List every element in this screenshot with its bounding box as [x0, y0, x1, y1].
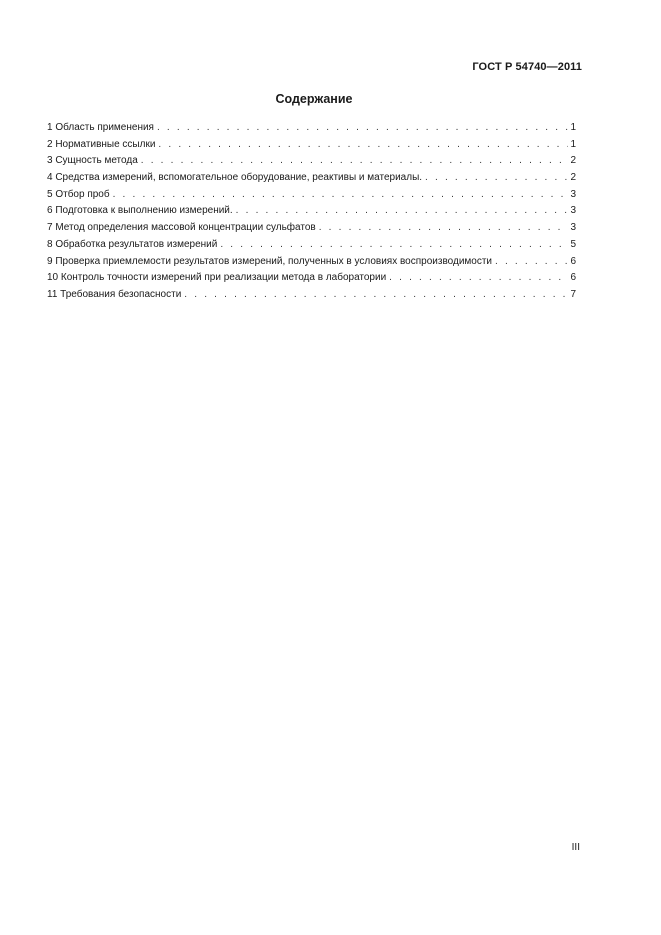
- toc-leader-dots: [157, 120, 568, 137]
- toc-item-label: 9 Проверка приемлемости результатов измерений, полученных в условиях воспроизводимости: [47, 255, 493, 267]
- toc-item-page: 3: [570, 222, 576, 234]
- toc-item-label: 3 Сущность метода: [47, 155, 138, 167]
- toc-item[interactable]: [47, 120, 576, 137]
- toc-item-label: 7 Метод определения массовой концентрации сульфатов: [47, 222, 316, 234]
- toc-item-page: 1: [570, 138, 576, 150]
- toc-item-label: 10 Контроль точности измерений при реализации метода в лаборатории: [47, 272, 387, 284]
- toc-item-label: 6 Подготовка к выполнению измерений.: [47, 205, 233, 217]
- toc-leader-dots: [158, 137, 568, 154]
- toc-item[interactable]: [47, 237, 576, 254]
- toc-leader-dots: [236, 203, 569, 220]
- toc-leader-dots: [184, 287, 568, 304]
- toc-item[interactable]: [47, 187, 576, 204]
- toc-item-label: 8 Обработка результатов измерений: [47, 238, 218, 250]
- toc-item-label: 5 Отбор проб: [47, 188, 110, 200]
- toc-item[interactable]: [47, 287, 576, 304]
- toc-item[interactable]: [47, 220, 576, 237]
- toc-title: Содержание: [275, 92, 353, 106]
- toc-item-page: 3: [570, 188, 576, 200]
- toc-item-page: 3: [570, 205, 576, 217]
- toc-item[interactable]: [47, 153, 576, 170]
- toc-item-page: 6: [570, 272, 576, 284]
- toc-item[interactable]: [47, 203, 576, 220]
- toc-item-label: 4 Средства измерений, вспомогательное оборудование, реактивы и материалы.: [47, 172, 423, 184]
- page-number: III: [571, 842, 580, 853]
- toc-item-page: 1: [570, 122, 576, 133]
- toc-item-page: 7: [570, 288, 576, 300]
- toc-item-page: 5: [570, 238, 576, 250]
- toc-leader-dots: [425, 170, 568, 187]
- toc-item-label: 11 Требования безопасности: [47, 288, 182, 300]
- toc-item[interactable]: [47, 254, 576, 271]
- document-code: ГОСТ Р 54740—2011: [472, 61, 582, 73]
- table-of-contents: [47, 120, 576, 304]
- toc-item-page: 2: [570, 172, 576, 184]
- toc-leader-dots: [141, 153, 569, 170]
- toc-leader-dots: [319, 220, 569, 237]
- toc-item-label: 1 Область применения: [47, 122, 154, 133]
- toc-leader-dots: [113, 187, 569, 204]
- toc-item-page: 6: [570, 255, 576, 267]
- toc-item[interactable]: [47, 170, 576, 187]
- toc-item[interactable]: [47, 270, 576, 287]
- toc-item-label: 2 Нормативные ссылки: [47, 138, 156, 150]
- toc-item-page: 2: [570, 155, 576, 167]
- toc-leader-dots: [389, 270, 568, 287]
- toc-item[interactable]: [47, 137, 576, 154]
- toc-leader-dots: [220, 237, 568, 254]
- toc-leader-dots: [495, 254, 568, 271]
